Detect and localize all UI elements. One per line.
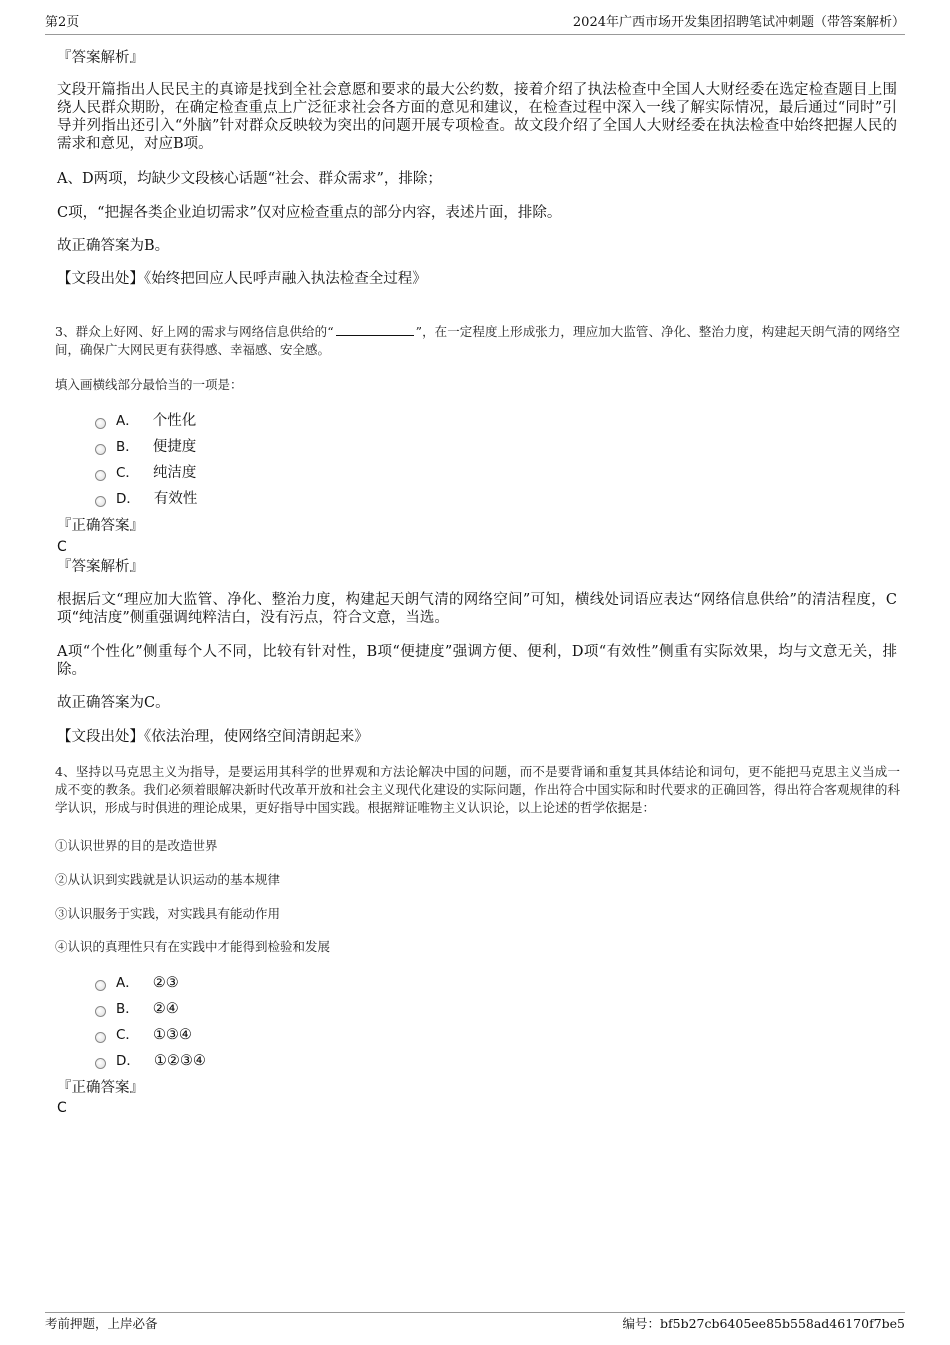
footer-slogan: 考前押题，上岸必备 <box>45 1316 158 1331</box>
q3-stem <box>55 323 900 359</box>
q2-analysis-paragraph-3: C项，“把握各类企业迫切需求”仅对应检查重点的部分内容，表述片面，排除。 <box>57 205 562 221</box>
option-text: ②④ <box>152 1001 179 1017</box>
radio-icon[interactable] <box>95 496 106 507</box>
radio-icon[interactable] <box>95 1058 106 1069</box>
q2-analysis-paragraph-2: A、D两项，均缺少文段核心话题“社会、群众需求”，排除； <box>57 171 442 187</box>
q3-option-d[interactable] <box>95 490 197 508</box>
q3-stem-after: ”，在一定程度上形成张力，理应加大监管、净化、整治力度，构建起天朗气清的网络空间，确保广大网民更有获得感、幸福感、安全感。 <box>55 324 900 357</box>
q3-answer-blank <box>336 323 414 336</box>
q4-option-c[interactable] <box>95 1026 192 1044</box>
q3-prompt: 填入画横线部分最恰当的一项是： <box>55 377 243 392</box>
q3-option-c[interactable] <box>95 464 196 482</box>
q3-stem-before: 3、群众上好网、好上网的需求与网络信息供给的“ <box>55 324 334 339</box>
option-letter: A． <box>116 975 139 991</box>
option-letter: B． <box>116 1001 139 1017</box>
option-text: 便捷度 <box>152 439 197 455</box>
page-header <box>45 14 905 35</box>
q3-source: 【文段出处】《依法治理，使网络空间清朗起来》 <box>57 729 369 745</box>
q4-option-b[interactable] <box>95 1000 179 1018</box>
radio-icon[interactable] <box>95 980 106 991</box>
q4-item-4: ④认识的真理性只有在实践中才能得到检验和发展 <box>55 939 331 954</box>
document-code: 编号：bf5b27cb6405ee85b558ad46170f7be5 <box>622 1316 905 1331</box>
option-text: ①②③④ <box>153 1053 206 1069</box>
radio-icon[interactable] <box>95 418 106 429</box>
q4-option-d[interactable] <box>95 1052 206 1070</box>
q4-item-1: ①认识世界的目的是改造世界 <box>55 838 218 853</box>
document-title: 2024年广西市场开发集团招聘笔试冲刺题（带答案解析） <box>572 15 905 30</box>
option-text: ①③④ <box>152 1027 192 1043</box>
page-number: 第2页 <box>45 15 80 30</box>
q3-option-b[interactable] <box>95 438 196 456</box>
option-text: 纯洁度 <box>152 465 197 481</box>
option-letter: B． <box>116 439 139 455</box>
radio-icon[interactable] <box>95 470 106 481</box>
q3-option-a[interactable] <box>95 412 196 430</box>
q4-stem: 4、坚持以马克思主义为指导，是要运用其科学的世界观和方法论解决中国的问题，而不是要背诵和重复其具体结论和词句，更不能把马克思主义当成一成不变的教条。我们必须着眼解决新时代改革开放和社会主义现代化建设的实际问题，作出符合中国实际和时代要求的正确回答，得出符合客观规律的科学认识，形成与时俱进的理论成果，更好指导中国实践。根据辩证唯物主义认识论，以上论述的哲学依据是： <box>55 764 900 815</box>
q2-analysis-tag: 『答案解析』 <box>57 50 144 66</box>
page-footer <box>45 1312 905 1335</box>
q4-correct-tag: 『正确答案』 <box>57 1080 144 1096</box>
q3-analysis-paragraph-2: A项“个性化”侧重每个人不同，比较有针对性，B项“便捷度”强调方便、便利，D项“有效性”侧重有实际效果，均与文意无关，排除。 <box>57 644 897 678</box>
radio-icon[interactable] <box>95 1006 106 1017</box>
q3-correct-tag: 『正确答案』 <box>57 518 144 534</box>
option-letter: C． <box>116 465 139 481</box>
q2-analysis-paragraph-1: 文段开篇指出人民民主的真谛是找到全社会意愿和要求的最大公约数，接着介绍了执法检查中全国人大财经委在选定检查题目上围绕人民群众期盼，在确定检查重点上广泛征求社会各方面的意见和建议，在检查过程中深入一线了解实际情况，最后通过“同时”引导并列指出还引入“外脑”针对群众反映较为突出的问题开展专项检查。故文段介绍了全国人大财经委在执法检查中始终把握人民的需求和意见，对应B项。 <box>57 82 897 152</box>
q3-correct-answer: C <box>57 539 67 555</box>
q3-analysis-tag: 『答案解析』 <box>57 559 144 575</box>
option-letter: C． <box>116 1027 139 1043</box>
option-text: 个性化 <box>152 413 197 429</box>
q4-item-2: ②从认识到实践就是认识运动的基本规律 <box>55 872 281 887</box>
option-letter: A． <box>116 413 139 429</box>
q2-analysis-paragraph-4: 故正确答案为B。 <box>57 238 170 254</box>
radio-icon[interactable] <box>95 444 106 455</box>
q2-source: 【文段出处】《始终把回应人民呼声融入执法检查全过程》 <box>57 271 427 287</box>
q4-correct-answer: C <box>57 1100 67 1116</box>
q3-analysis-paragraph-3: 故正确答案为C。 <box>57 695 170 711</box>
q4-option-a[interactable] <box>95 974 179 992</box>
radio-icon[interactable] <box>95 1032 106 1043</box>
option-letter: D． <box>116 491 140 507</box>
option-text: 有效性 <box>153 491 198 507</box>
q4-item-3: ③认识服务于实践，对实践具有能动作用 <box>55 906 281 921</box>
option-letter: D． <box>116 1053 140 1069</box>
option-text: ②③ <box>152 975 179 991</box>
q3-analysis-paragraph-1: 根据后文“理应加大监管、净化、整治力度，构建起天朗气清的网络空间”可知，横线处词语应表达“网络信息供给”的清洁程度，C项“纯洁度”侧重强调纯粹洁白，没有污点，符合文意，当选。 <box>57 592 897 626</box>
